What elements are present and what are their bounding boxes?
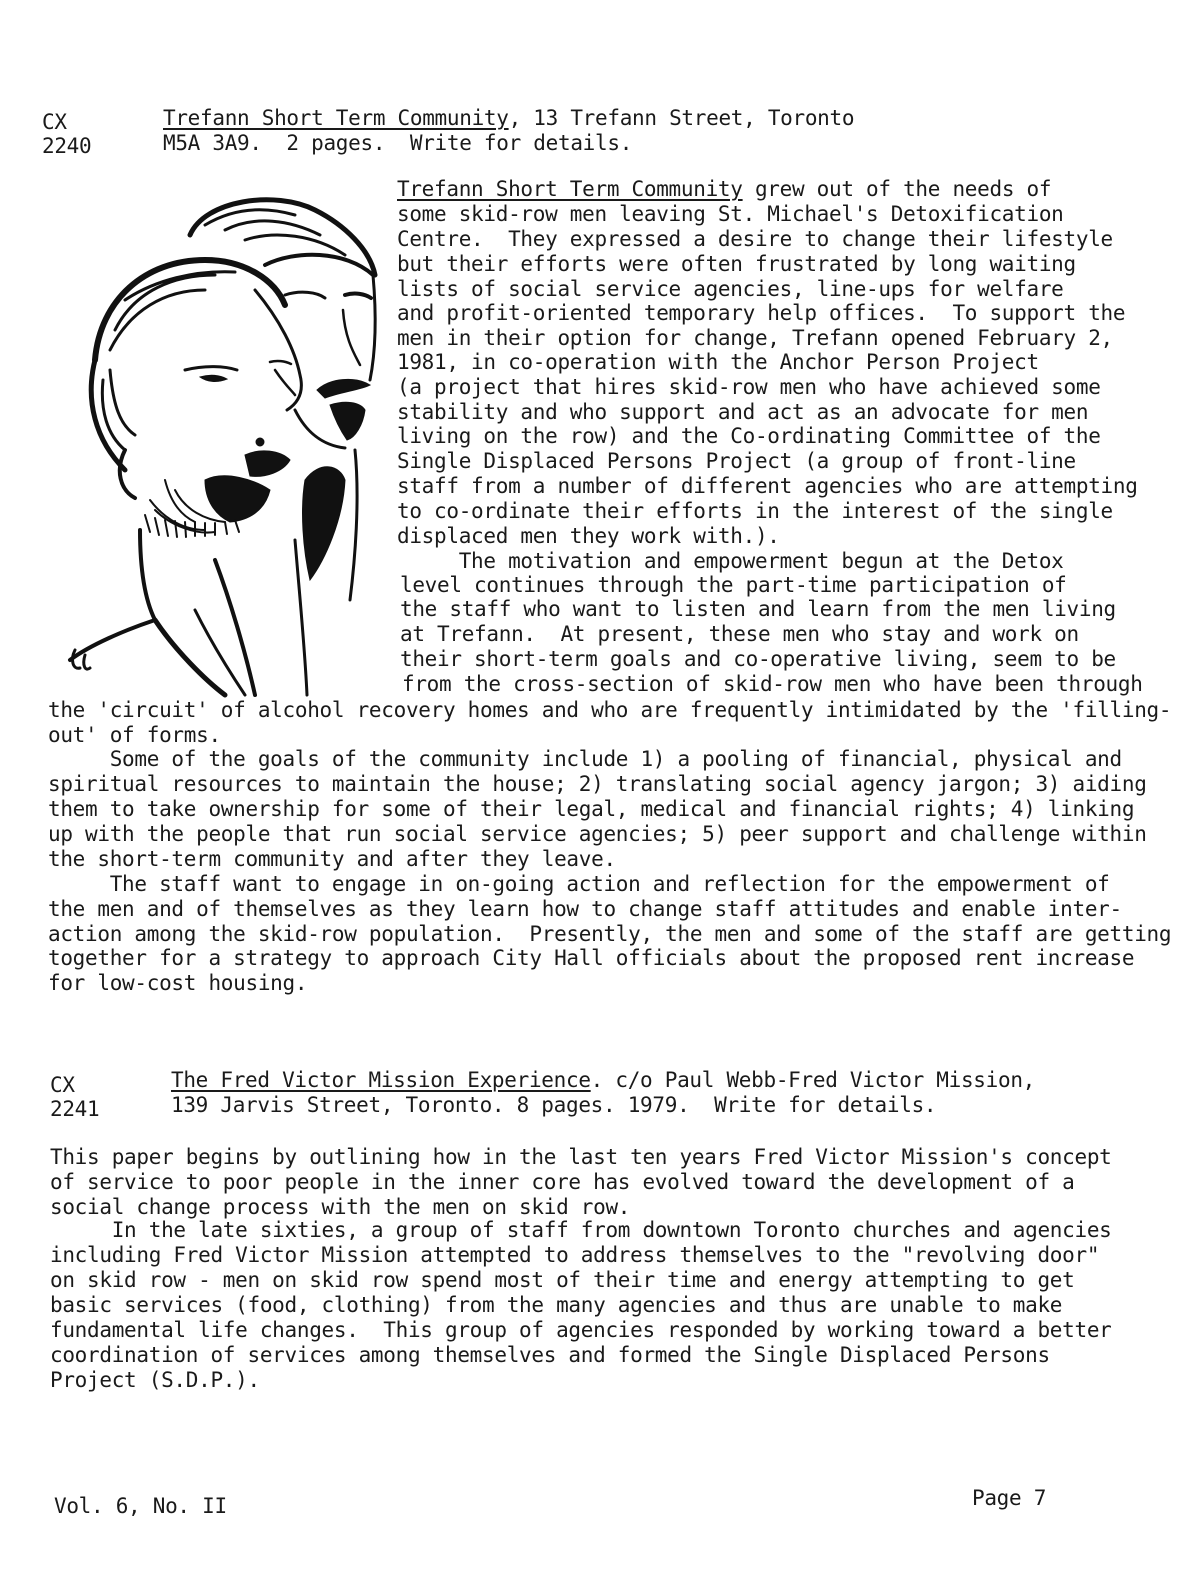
entry-2241-body-line: Project (S.D.P.). — [50, 1368, 260, 1392]
entry-2240-full-line: the men and of themselves as they learn how to change staff attitudes and enable inter- — [48, 897, 1122, 921]
entry-2240-body-line: Centre. They expressed a desire to change their lifestyle — [397, 227, 1113, 251]
entry-2240-full-line: together for a strategy to approach City Hall officials about the proposed rent increase — [48, 946, 1135, 970]
entry-2240-body-line: staff from a number of different agencies who are attempting — [397, 474, 1138, 498]
entry-2240-body-line: from the cross-section of skid-row men who have been through — [402, 672, 1143, 696]
entry-2240-body-line: some skid-row men leaving St. Michael's Detoxification — [397, 202, 1064, 226]
entry-2240-body-line: and profit-oriented temporary help offices. To support the — [397, 301, 1126, 325]
entry-2240-body-line: at Trefann. At present, these men who stay and work on — [400, 622, 1079, 646]
entry-2240-body-line: displaced men they work with.). — [397, 524, 780, 548]
entry-2240-title: Trefann Short Term Community — [163, 106, 509, 130]
entry-2240-code-cx: CX — [42, 110, 67, 134]
entry-2241-heading-line2: 139 Jarvis Street, Toronto. 8 pages. 1979. Write for details. — [171, 1093, 937, 1117]
entry-2240-full-line: Some of the goals of the community include 1) a pooling of financial, physical and — [48, 747, 1122, 771]
entry-2240-address: , 13 Trefann Street, Toronto — [508, 106, 855, 130]
entry-2241-title: The Fred Victor Mission Experience — [171, 1068, 591, 1092]
entry-2240-full-line: the short-term community and after they leave. — [48, 847, 616, 871]
entry-2241-body-line: on skid row - men on skid row spend most of their time and energy attempting to get — [50, 1268, 1075, 1292]
entry-2240-body-line: men in their option for change, Trefann opened February 2, — [397, 326, 1113, 350]
entry-2240-body-line: (a project that hires skid-row men who have achieved some — [397, 375, 1101, 399]
entry-2240-body-line: lists of social service agencies, line-ups for welfare — [397, 277, 1064, 301]
entry-2240-body-line: Single Displaced Persons Project (a group of front-line — [397, 449, 1076, 473]
entry-2241-contact: . c/o Paul Webb-Fred Victor Mission, — [590, 1068, 1036, 1092]
entry-2241-body-line: including Fred Victor Mission attempted to address themselves to the "revolving door" — [50, 1243, 1100, 1267]
entry-2240-body-line: their short-term goals and co-operative living, seem to be — [400, 647, 1116, 671]
entry-2240-body-line: but their efforts were often frustrated by long waiting — [397, 252, 1076, 276]
entry-2240-full-line: The staff want to engage in on-going action and reflection for the empowerment of — [48, 872, 1110, 896]
entry-2240-code-number: 2240 — [42, 134, 92, 158]
entry-2241-body-line: In the late sixties, a group of staff from downtown Toronto churches and agencies — [50, 1218, 1112, 1242]
entry-2240-full-line: action among the skid-row population. Presently, the men and some of the staff are getting — [48, 922, 1172, 946]
footer-volume: Vol. 6, No. II — [54, 1494, 227, 1518]
entry-2240-full-line: for low-cost housing. — [48, 971, 308, 995]
entry-2240-full-line: spiritual resources to maintain the house; 2) translating social agency jargon; 3) aiding — [48, 772, 1147, 796]
entry-2241-heading — [171, 1068, 1035, 1093]
entry-2240-body-line: to co-ordinate their efforts in the interest of the single — [397, 499, 1113, 523]
entry-2240-full-line: the 'circuit' of alcohol recovery homes and who are frequently intimidated by the 'filling- — [48, 698, 1172, 722]
entry-2240-full-line: them to take ownership for some of their legal, medical and financial rights; 4) linking — [48, 797, 1135, 821]
entry-2240-full-line: up with the people that run social service agencies; 5) peer support and challenge within — [48, 822, 1147, 846]
entry-2240-body-text: grew out of the needs of — [742, 177, 1052, 201]
entry-2241-body-line: fundamental life changes. This group of agencies responded by working toward a better — [50, 1318, 1112, 1342]
entry-2240-body-line: 1981, in co-operation with the Anchor Person Project — [397, 350, 1039, 374]
entry-2240-body-line: level continues through the part-time participation of — [400, 573, 1067, 597]
entry-2240-heading — [163, 106, 854, 131]
entry-2240-body-title: Trefann Short Term Community — [397, 177, 743, 201]
entry-2240-body-line: The motivation and empowerment begun at the Detox — [397, 549, 1064, 573]
entry-2241-body-line: coordination of services among themselves and formed the Single Displaced Persons — [50, 1343, 1050, 1367]
entry-2241-body-line: of service to poor people in the inner core has evolved toward the development of a — [50, 1170, 1075, 1194]
entry-2240-body-line: the staff who want to listen and learn from the men living — [400, 597, 1116, 621]
entry-2241-body-line: social change process with the men on skid row. — [50, 1195, 631, 1219]
entry-2240-full-line: out' of forms. — [48, 723, 221, 747]
entry-2241-body-line: basic services (food, clothing) from the many agencies and thus are unable to make — [50, 1293, 1063, 1317]
entry-2240-body-line: stability and who support and act as an advocate for men — [397, 400, 1089, 424]
illustration-two-men — [55, 180, 395, 700]
entry-2241-body-line: This paper begins by outlining how in the last ten years Fred Victor Mission's concept — [50, 1145, 1112, 1169]
entry-2241-code-cx: CX — [50, 1073, 75, 1097]
entry-2240-heading-line2: M5A 3A9. 2 pages. Write for details. — [163, 131, 633, 155]
two-bearded-men-sketch-icon — [55, 180, 395, 700]
entry-2241-code-number: 2241 — [50, 1097, 100, 1121]
entry-2240-body-line: living on the row) and the Co-ordinating Committee of the — [397, 424, 1101, 448]
entry-2240-body-line-0 — [397, 177, 1051, 202]
footer-page-number: Page 7 — [972, 1486, 1047, 1510]
